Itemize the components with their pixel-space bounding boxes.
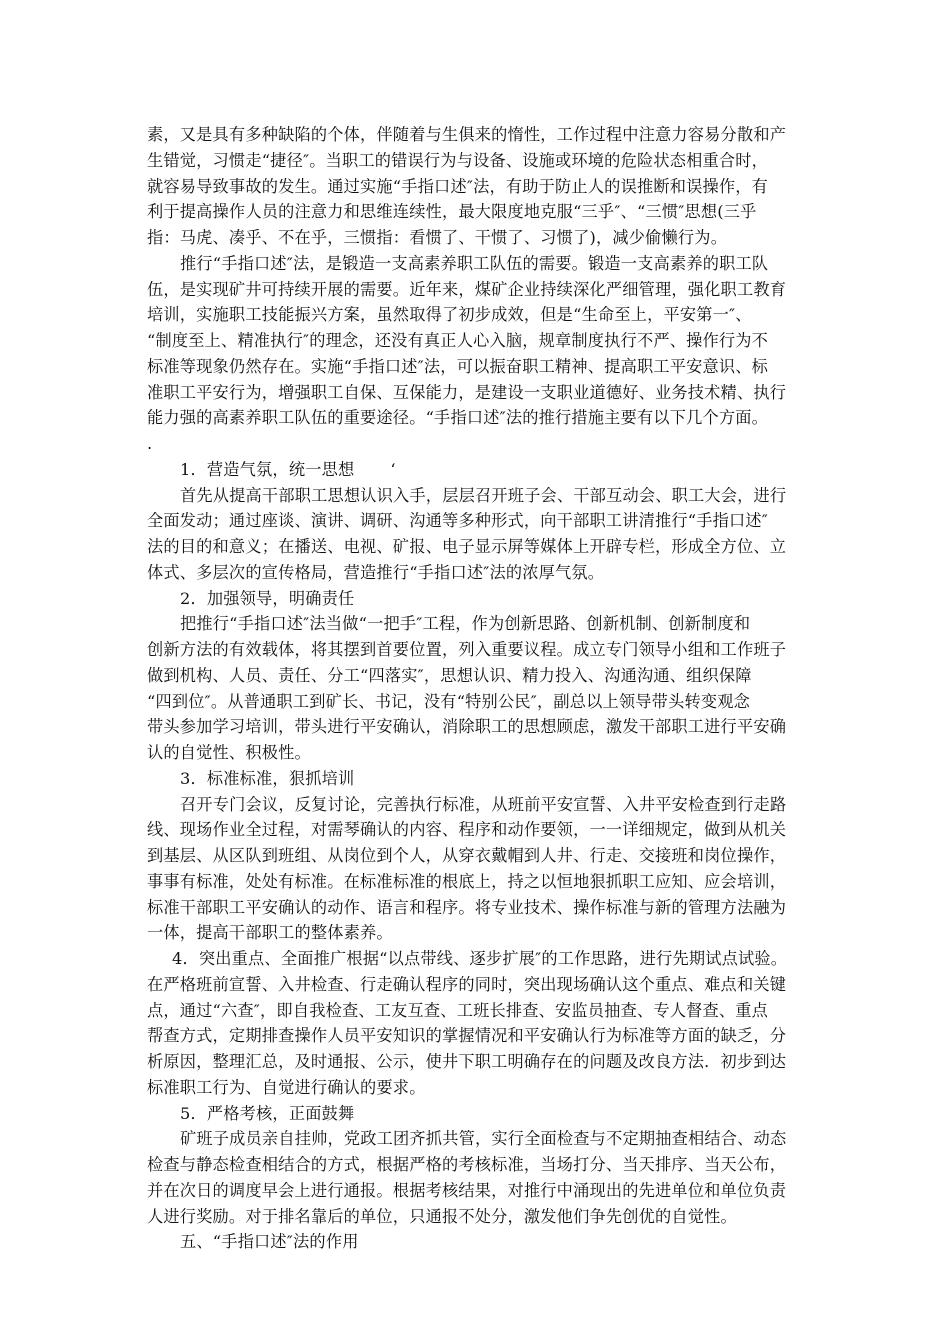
text-line: 就容易导致事故的发生。通过实施“手指口述″法，有助于防止人的误推断和误操作，有 xyxy=(147,176,769,196)
chapter-heading: 五、“手指口述″法的作用 xyxy=(180,1232,359,1252)
section-heading-1 xyxy=(147,457,823,483)
text-line: 认的自觉性、积极性。 xyxy=(147,743,311,762)
text-line: 做到机构、人员、责任、分工“四落实″，思想认识、精力投入、沟通沟通、组织保障 xyxy=(147,665,752,685)
text-line: 素，又是具有多种缺陷的个体，伴随着与生俱来的惰性，工作过程中注意力容易分散和产 xyxy=(147,125,787,144)
document-body xyxy=(147,122,823,1255)
section-heading-1-text: 1．营造气氛，统一思想 xyxy=(180,459,355,479)
text-line: 生错觉，习惯走“捷径″。当职工的错误行为与设备、设施或环境的危险状态相重合时， xyxy=(147,150,769,170)
text-line: 帮查方式，定期排查操作人员平安知识的掌握情况和平安确认行为标准等方面的缺乏，分 xyxy=(147,1026,787,1046)
paragraph-first-line: 召开专门会议，反复讨论，完善执行标准，从班前平安宣誓、入井平安检查到行走路 xyxy=(180,794,787,814)
text-line: 法的目的和意义；在播送、电视、矿报、电子显示屏等媒体上开辟专栏，形成全方位、立 xyxy=(147,537,787,556)
text-line: 指：马虎、凑乎、不在乎，三惯指：看惯了、干惯了、习惯了)，减少偷懒行为。 xyxy=(147,228,728,247)
text-line: 析原因，整理汇总，及时通报、公示，使井下职工明确存在的问题及改良方法．初步到达 xyxy=(147,1052,787,1071)
text-line: 标准等现象仍然存在。实施“手指口述″法，可以振奋职工精神、提高职工平安意识、标 xyxy=(147,356,769,376)
text-line: “四到位″。从普通职工到矿长、书记，没有“特别公民″，副总以上领导带头转变观念 xyxy=(147,691,751,711)
text-line: 利于提高操作人员的注意力和思维连续性，最大限度地克服“三乎″、“三惯″思想(三乎 xyxy=(147,202,757,222)
text-line: 线、现场作业全过程，对需琴确认的内容、程序和动作要领，一一详细规定，做到从机关 xyxy=(147,820,787,840)
paragraph-first-line: 把推行“手指口述″法当做“一把手″工程，作为创新思路、创新机制、创新制度和 xyxy=(180,614,751,634)
text-line: 点，通过“六查″，即自我检查、工友互查、工班长排查、安监员抽查、专人督查、重点 xyxy=(147,1000,769,1020)
section-heading-5: 5．严格考核，正面鼓舞 xyxy=(180,1103,355,1123)
paragraph-first-line: 首先从提高干部职工思想认识入手，层层召开班子会、干部互动会、职工大会，进行 xyxy=(180,485,787,505)
text-line: 标准职工行为、自觉进行确认的要求。 xyxy=(147,1077,426,1097)
text-line: 体式、多层次的宣传格局，营造推行“手指口述″法的浓厚气氛。 xyxy=(147,562,605,582)
text-line: 全面发动；通过座谈、演讲、调研、沟通等多种形式，向干部职工讲清推行“手指口述″ xyxy=(147,511,769,531)
stray-dot: . xyxy=(147,434,153,453)
text-line: 检查与静态检查相结合的方式，根据严格的考核标准，当场打分、当天排序、当天公布， xyxy=(147,1155,787,1174)
text-line: 培训，实施职工技能振兴方案，虽然取得了初步成效，但是“生命至上，平安第一″、 xyxy=(147,305,752,325)
section-heading-4: 4．突出重点、全面推广根据“以点带线、逐步扩展″的工作思路，进行先期试点试验。 xyxy=(172,949,788,968)
text-line: 伍，是实现矿井可持续开展的需要。近年来，煤矿企业持续深化严细管理，强化职工教育 xyxy=(147,279,787,299)
text-line: 标准干部职工平安确认的动作、语言和程序。将专业技术、操作标准与新的管理方法融为 xyxy=(147,897,787,917)
paragraph-first-line: 矿班子成员亲自挂帅，党政工团齐抓共管，实行全面检查与不定期抽查相结合、动态 xyxy=(180,1129,787,1149)
text-line: 事事有标准，处处有标准。在标准标准的根底上，持之以恒地狠抓职工应知、应会培训， xyxy=(147,871,787,891)
text-line: 带头参加学习培训，带头进行平安确认，消除职工的思想顾虑，激发干部职工进行平安确 xyxy=(147,717,787,737)
text-line: 到基层、从区队到班组、从岗位到个人，从穿衣戴帽到人井、行走、交接班和岗位操作， xyxy=(147,846,787,865)
stray-quote-mark: ‘ xyxy=(390,459,396,479)
text-line: 创新方法的有效载体，将其摆到首要位置，列入重要议程。成立专门领导小组和工作班子 xyxy=(147,640,787,659)
text-line: “制度至上、精准执行″的理念，还没有真正人心入脑，规章制度执行不严、操作行为不 xyxy=(147,331,769,350)
text-line: 能力强的高素养职工队伍的重要途径。“手指口述″法的推行措施主要有以下几个方面。 xyxy=(147,408,769,428)
text-line: 在严格班前宣誓、入井检查、行走确认程序的同时，突出现场确认这个重点、难点和关键 xyxy=(147,974,787,994)
section-heading-2: 2．加强领导，明确责任 xyxy=(180,588,355,608)
paragraph-first-line: 推行“手指口述″法，是锻造一支高素养职工队伍的需要。锻造一支高素养的职工队 xyxy=(180,253,769,273)
section-heading-3: 3．标准标准，狠抓培训 xyxy=(180,768,355,788)
text-line: 准职工平安行为，增强职工自保、互保能力，是建设一支职业道德好、业务技术精、执行 xyxy=(147,382,787,402)
text-line: 人进行奖励。对于排名靠后的单位，只通报不处分，激发他们争先创优的自觉性。 xyxy=(147,1206,737,1226)
text-line: 一体，提高干部职工的整体素养。 xyxy=(147,923,393,943)
text-line: 并在次日的调度早会上进行通报。根据考核结果，对推行中涌现出的先进单位和单位负责 xyxy=(147,1180,787,1200)
